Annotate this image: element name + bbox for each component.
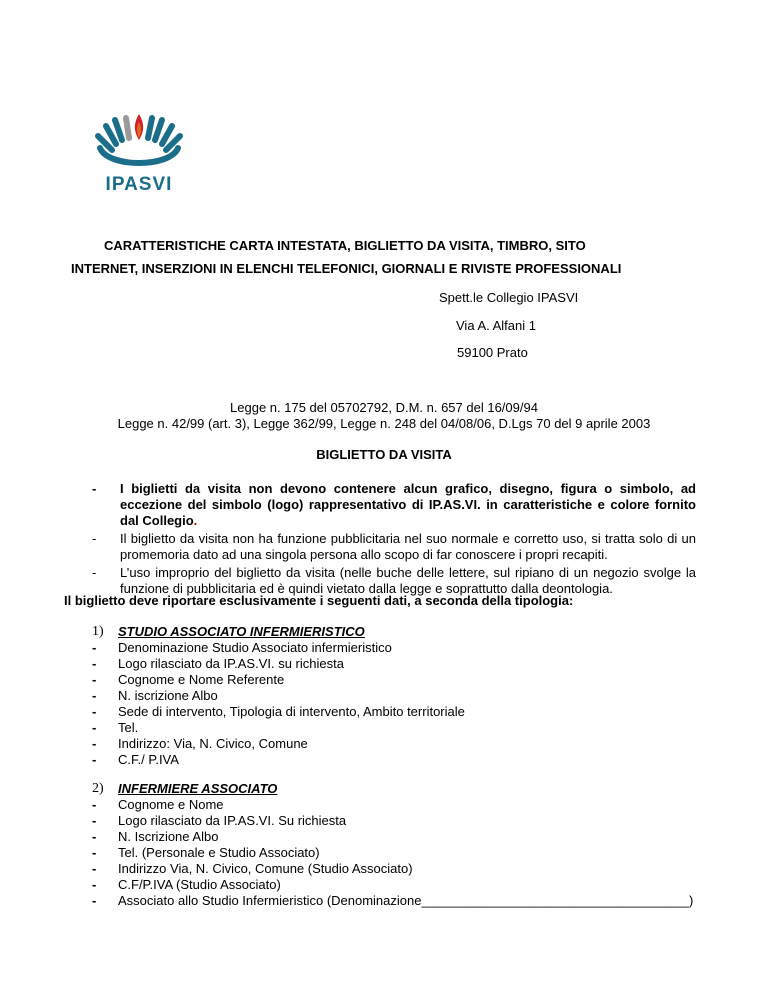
- dash-marker: -: [92, 813, 97, 828]
- list-item-text: C.F./ P.IVA: [118, 752, 179, 767]
- list-item: [92, 688, 712, 704]
- dash-marker: -: [92, 688, 97, 703]
- section-heading: [92, 624, 712, 640]
- list-item-text: Tel. (Personale e Studio Associato): [118, 845, 320, 860]
- dash-marker: -: [92, 752, 97, 767]
- dash-marker: -: [92, 861, 97, 876]
- dash-marker: -: [92, 531, 97, 546]
- list-item: [92, 720, 712, 736]
- section-heading-text: INFERMIERE ASSOCIATO: [118, 781, 278, 796]
- document-title-line2: INTERNET, INSERZIONI IN ELENCHI TELEFONICI, GIORNALI E RIVISTE PROFESSIONALI: [71, 261, 622, 276]
- rule-text: I biglietti da visita non devono contenere alcun grafico, disegno, figura o simbolo, ad eccezione del simbolo (logo) rappresentativo di IP.AS.VI. in caratteristiche e colore fornito dal Collegio: [120, 481, 696, 528]
- dash-marker: -: [92, 481, 97, 496]
- dash-marker: -: [92, 829, 97, 844]
- list-item-text: Logo rilasciato da IP.AS.VI. su richiesta: [118, 656, 344, 671]
- law-line2: Legge n. 42/99 (art. 3), Legge 362/99, Legge n. 248 del 04/08/06, D.Lgs 70 del 9 aprile 2003: [117, 416, 651, 431]
- list-item: [92, 656, 712, 672]
- list-item-text: Cognome e Nome: [118, 797, 224, 812]
- ipasvi-logo: [86, 110, 192, 196]
- dash-marker: -: [92, 877, 97, 892]
- address-line3: 59100 Prato: [457, 345, 528, 360]
- dash-marker: -: [92, 845, 97, 860]
- dash-marker: -: [92, 736, 97, 751]
- list-item-text: C.F/P.IVA (Studio Associato): [118, 877, 281, 892]
- list-item-text: N. Iscrizione Albo: [118, 829, 219, 844]
- list-item: [92, 640, 712, 656]
- section-number: 1): [92, 624, 104, 639]
- list-item-text: Tel.: [118, 720, 139, 735]
- list-item-text: Logo rilasciato da IP.AS.VI. Su richiesta: [118, 813, 347, 828]
- rules-list: [92, 481, 696, 599]
- dash-marker: -: [92, 656, 97, 671]
- rule-item: [92, 531, 696, 563]
- rule-item: [92, 481, 696, 529]
- address-line2: Via A. Alfani 1: [456, 318, 536, 333]
- rule-period: .: [193, 513, 198, 528]
- logo-text: IPASVI: [105, 174, 173, 195]
- section-heading-text: STUDIO ASSOCIATO INFERMIERISTICO: [118, 624, 365, 639]
- section-number: 2): [92, 781, 104, 796]
- list-item-text: N. iscrizione Albo: [118, 688, 218, 703]
- list-item: [92, 845, 712, 861]
- dash-marker: -: [92, 797, 97, 812]
- studio-associato-section: [92, 624, 712, 768]
- list-item-text: Associato allo Studio Infermieristico (Denominazione_____________________________________): [118, 893, 694, 908]
- section-heading: [92, 781, 712, 797]
- list-item: [92, 877, 712, 893]
- list-item-text: Indirizzo Via, N. Civico, Comune (Studio Associato): [118, 861, 413, 876]
- address-line1: Spett.le Collegio IPASVI: [439, 290, 579, 305]
- list-item: [92, 813, 712, 829]
- list-item: [92, 704, 712, 720]
- dash-marker: -: [92, 720, 97, 735]
- rule-text: L’uso improprio del biglietto da visita (nelle buche delle lettere, sul ripiano di un negozio svolge la funzione di pubblicitaria ed è quindi vietato dalla legge e soprattutto dalla deontologia.: [120, 565, 696, 596]
- dash-marker: -: [92, 704, 97, 719]
- list-item: [92, 797, 712, 813]
- dash-marker: -: [92, 565, 97, 580]
- document-title-line1: CARATTERISTICHE CARTA INTESTATA, BIGLIETTO DA VISITA, TIMBRO, SITO: [104, 238, 586, 253]
- list-item-text: Denominazione Studio Associato infermieristico: [118, 640, 392, 655]
- list-item: [92, 893, 712, 909]
- dash-marker: -: [92, 893, 97, 908]
- list-item-text: Cognome e Nome Referente: [118, 672, 285, 687]
- intro-text: Il biglietto deve riportare esclusivamente i seguenti dati, a seconda della tipologia:: [64, 593, 574, 608]
- list-item: [92, 672, 712, 688]
- list-item: [92, 861, 712, 877]
- list-item: [92, 736, 712, 752]
- section-title: BIGLIETTO DA VISITA: [316, 447, 452, 462]
- rule-text: Il biglietto da visita non ha funzione pubblicitaria nel suo normale e corretto uso, si tratta solo di un promemoria dato ad una singola persona allo scopo di far conoscere i propri recapiti.: [120, 531, 696, 562]
- list-item: [92, 829, 712, 845]
- list-item: [92, 752, 712, 768]
- dash-marker: -: [92, 672, 97, 687]
- list-item-text: Indirizzo: Via, N. Civico, Comune: [118, 736, 308, 751]
- law-line1: Legge n. 175 del 05702792, D.M. n. 657 del 16/09/94: [230, 400, 538, 415]
- dash-marker: -: [92, 640, 97, 655]
- infermiere-associato-section: [92, 781, 712, 909]
- list-item-text: Sede di intervento, Tipologia di intervento, Ambito territoriale: [118, 704, 465, 719]
